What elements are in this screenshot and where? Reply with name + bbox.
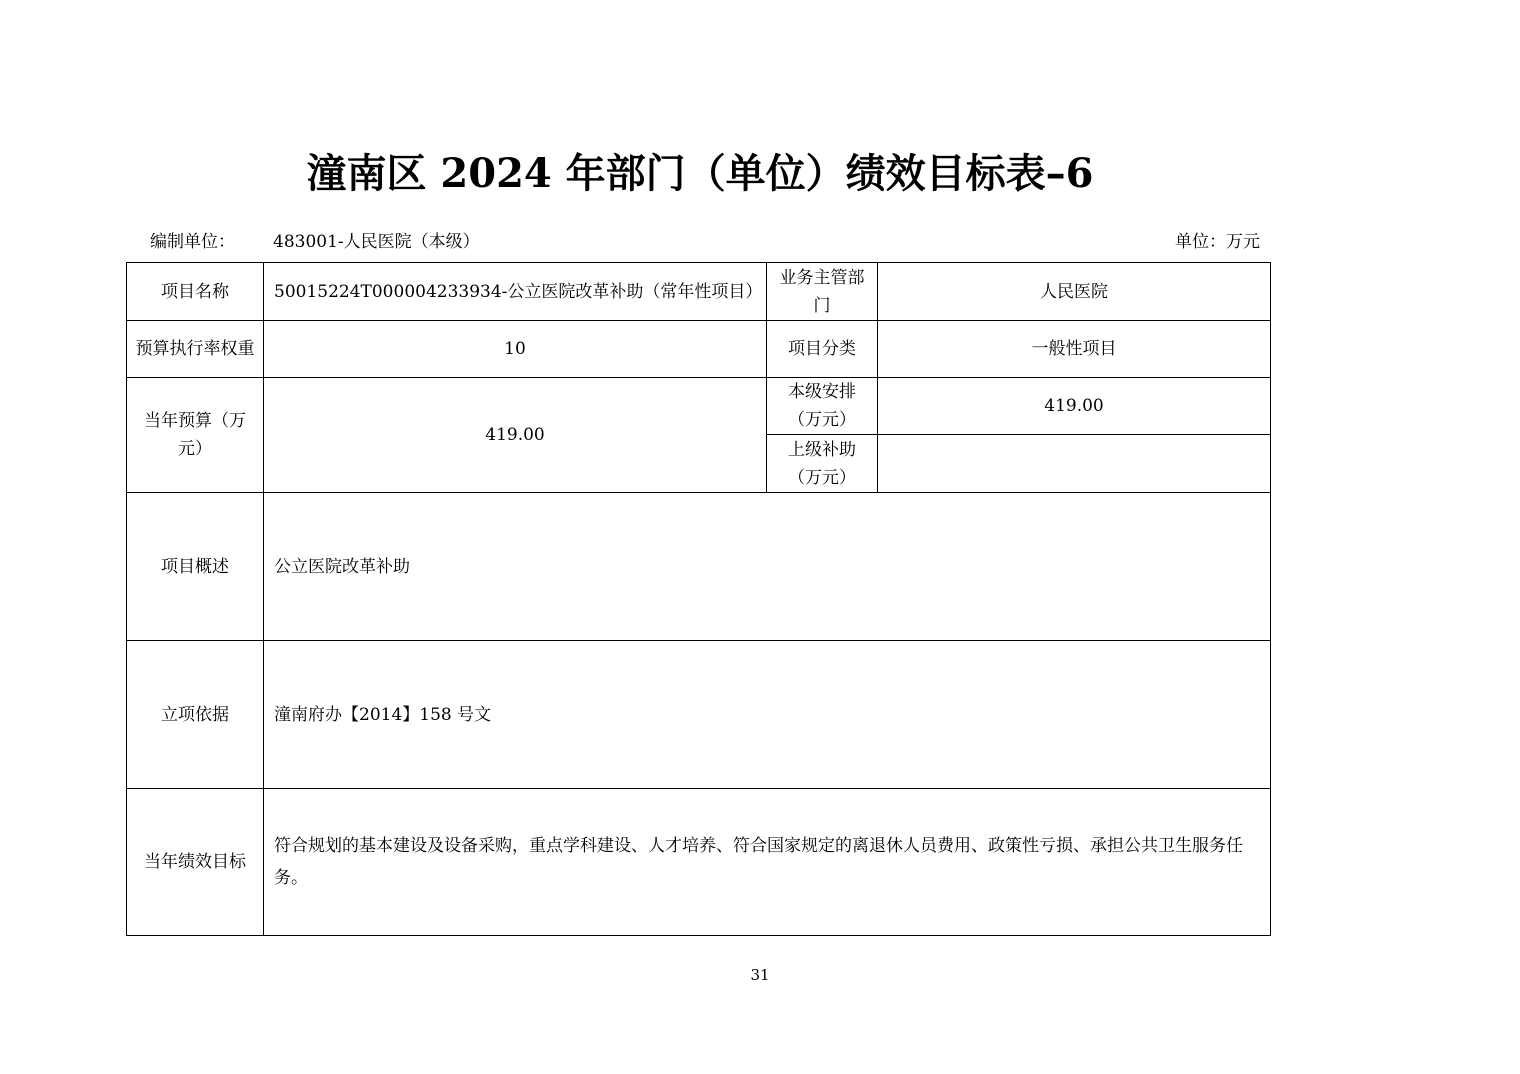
annual-budget-label: 当年预算（万元） <box>127 378 264 493</box>
goal-value: 符合规划的基本建设及设备采购，重点学科建设、人才培养、符合国家规定的离退休人员费用、政策性亏损、承担公共卫生服务任务。 <box>264 789 1271 936</box>
local-arrangement-value: 419.00 <box>878 378 1271 435</box>
annual-budget-value: 419.00 <box>264 378 767 493</box>
document-title: 潼南区 2024 年部门（单位）绩效目标表–6 <box>306 150 1094 197</box>
compiler-label: 编制单位： <box>150 232 235 252</box>
compiler-value: 483001-人民医院（本级） <box>273 232 480 252</box>
basis-label: 立项依据 <box>127 641 264 789</box>
category-value: 一般性项目 <box>878 321 1271 378</box>
basis-value: 潼南府办【2014】158 号文 <box>264 641 1271 789</box>
goal-label: 当年绩效目标 <box>127 789 264 936</box>
unit-label: 单位：万元 <box>1175 232 1260 252</box>
overview-value: 公立医院改革补助 <box>264 493 1271 641</box>
project-name-value: 50015224T000004233934-公立医院改革补助（常年性项目） <box>264 263 767 321</box>
row-overview <box>127 493 1271 641</box>
budget-rate-label: 预算执行率权重 <box>127 321 264 378</box>
project-name-label: 项目名称 <box>127 263 264 321</box>
page-number: 31 <box>750 966 770 984</box>
budget-rate-value: 10 <box>264 321 767 378</box>
row-annual-budget <box>127 378 1271 435</box>
supervisor-label: 业务主管部门 <box>767 263 878 321</box>
row-basis <box>127 641 1271 789</box>
overview-label: 项目概述 <box>127 493 264 641</box>
superior-subsidy-label: 上级补助（万元） <box>767 435 878 493</box>
superior-subsidy-value <box>878 435 1271 493</box>
supervisor-value: 人民医院 <box>878 263 1271 321</box>
category-label: 项目分类 <box>767 321 878 378</box>
row-project-name <box>127 263 1271 321</box>
row-budget-rate <box>127 321 1271 378</box>
row-goal <box>127 789 1271 936</box>
performance-target-table <box>126 262 1271 936</box>
local-arrangement-label: 本级安排（万元） <box>767 378 878 435</box>
